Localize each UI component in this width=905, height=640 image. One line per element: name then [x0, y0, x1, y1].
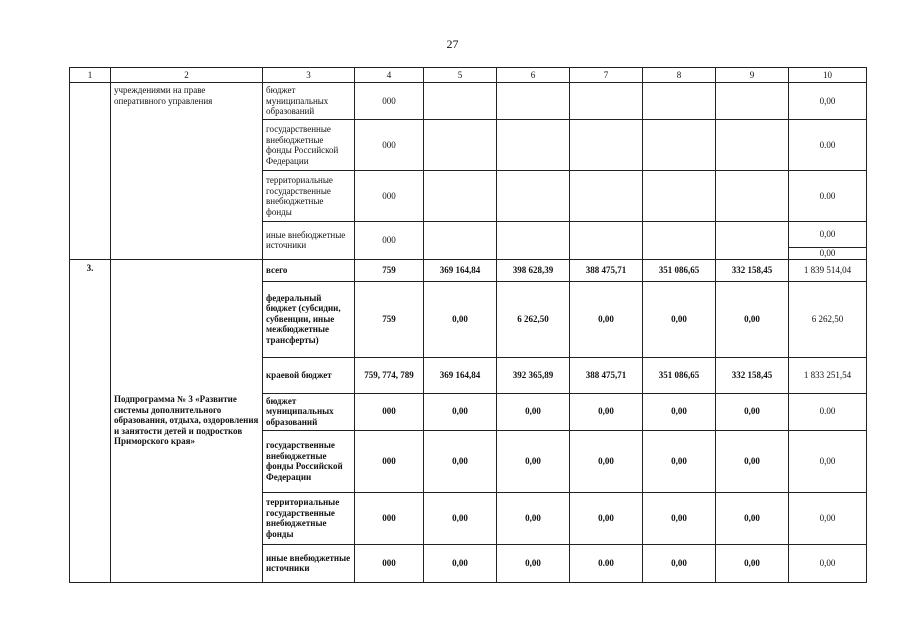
code-cell: 000	[355, 222, 424, 260]
total-cell: 1 833 251,54	[789, 357, 867, 393]
source-cell: бюджет муниципальных образований	[263, 393, 355, 430]
section-number: 3.	[70, 259, 111, 582]
header-cell: 10	[789, 68, 867, 83]
value-cell: 388 475,71	[570, 357, 643, 393]
row-number-cell	[70, 83, 111, 260]
value-cell: 0,00	[424, 492, 497, 544]
value-cell: 0,00	[716, 281, 789, 357]
source-cell: государственные внебюджетные фонды Российской Федерации	[263, 430, 355, 492]
source-cell: территориальные государственные внебюджетные фонды	[263, 171, 355, 222]
code-cell: 759	[355, 281, 424, 357]
value-cell: 0,00	[716, 430, 789, 492]
code-cell: 000	[355, 393, 424, 430]
value-cell: 388 475,71	[570, 259, 643, 281]
value-cell: 0,00	[570, 281, 643, 357]
header-cell: 2	[111, 68, 263, 83]
total-cell: 0.00	[789, 120, 867, 171]
value-cell: 0,00	[643, 393, 716, 430]
value-cell: 0,00	[570, 430, 643, 492]
budget-table	[69, 67, 867, 583]
page-number: 27	[446, 37, 459, 51]
total-cell: 6 262,50	[789, 281, 867, 357]
total-cell: 0.00	[789, 171, 867, 222]
header-cell: 7	[570, 68, 643, 83]
header-cell: 8	[643, 68, 716, 83]
value-cell: 369 164,84	[424, 259, 497, 281]
source-cell: иные внебюджетные источники	[263, 544, 355, 582]
source-cell: территориальные государственные внебюджетные фонды	[263, 492, 355, 544]
subprogram-name: Подпрограмма № 3 «Развитие системы дополнительного образования, отдыха, оздоровления и занятости детей и подростков Приморского края»	[111, 259, 263, 582]
header-cell: 9	[716, 68, 789, 83]
source-cell: государственные внебюджетные фонды Российской Федерации	[263, 120, 355, 171]
value-cell: 0,00	[424, 544, 497, 582]
value-cell: 6 262,50	[497, 281, 570, 357]
code-cell: 000	[355, 83, 424, 120]
header-cell: 6	[497, 68, 570, 83]
source-cell: всего	[263, 259, 355, 281]
value-cell: 0,00	[643, 544, 716, 582]
value-cell: 398 628,39	[497, 259, 570, 281]
value-cell: 0,00	[716, 393, 789, 430]
value-cell: 0,00	[497, 492, 570, 544]
value-cell: 0,00	[424, 281, 497, 357]
value-cell: 0,00	[643, 492, 716, 544]
value-cell: 0,00	[497, 544, 570, 582]
header-cell: 4	[355, 68, 424, 83]
total-cell: 0,00	[789, 248, 867, 260]
code-cell: 000	[355, 492, 424, 544]
source-cell: краевой бюджет	[263, 357, 355, 393]
value-cell: 0,00	[716, 492, 789, 544]
value-cell: 0,00	[643, 430, 716, 492]
header-row	[70, 68, 867, 83]
value-cell: 392 365,89	[497, 357, 570, 393]
value-cell: 0,00	[716, 544, 789, 582]
table-row	[70, 259, 867, 281]
value-cell: 0.00	[570, 544, 643, 582]
value-cell: 351 086,65	[643, 357, 716, 393]
header-cell: 5	[424, 68, 497, 83]
total-cell: 0,00	[789, 430, 867, 492]
source-cell: иные внебюджетные источники	[263, 222, 355, 260]
section-name-cell: учреждениями на праве оперативного управления	[111, 83, 263, 260]
source-cell: бюджет муниципальных образований	[263, 83, 355, 120]
header-cell: 1	[70, 68, 111, 83]
value-cell: 0,00	[424, 430, 497, 492]
value-cell: 0,00	[497, 393, 570, 430]
code-cell: 000	[355, 171, 424, 222]
value-cell: 0,00	[570, 393, 643, 430]
value-cell: 332 158,45	[716, 357, 789, 393]
total-cell: 0.00	[789, 393, 867, 430]
table-row	[70, 83, 867, 120]
value-cell: 0,00	[643, 281, 716, 357]
total-cell: 0,00	[789, 83, 867, 120]
value-cell: 332 158,45	[716, 259, 789, 281]
code-cell: 000	[355, 120, 424, 171]
value-cell: 0,00	[570, 492, 643, 544]
total-cell: 0,00	[789, 544, 867, 582]
total-cell: 0,00	[789, 222, 867, 248]
value-cell: 0,00	[424, 393, 497, 430]
header-cell: 3	[263, 68, 355, 83]
value-cell: 0,00	[497, 430, 570, 492]
code-cell: 000	[355, 544, 424, 582]
value-cell: 351 086,65	[643, 259, 716, 281]
source-cell: федеральный бюджет (субсидии, субвенции, иные межбюджетные трансферты)	[263, 281, 355, 357]
total-cell: 0,00	[789, 492, 867, 544]
code-cell: 759	[355, 259, 424, 281]
code-cell: 000	[355, 430, 424, 492]
code-cell: 759, 774, 789	[355, 357, 424, 393]
total-cell: 1 839 514,04	[789, 259, 867, 281]
value-cell: 369 164,84	[424, 357, 497, 393]
